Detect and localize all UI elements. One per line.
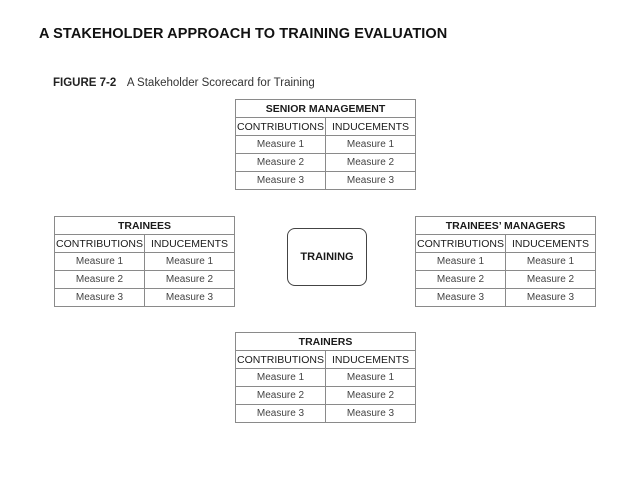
- inducement-measure: Measure 3: [326, 172, 416, 190]
- scorecard-title: TRAINERS: [236, 333, 416, 351]
- column-header-inducements: INDUCEMENTS: [326, 118, 416, 136]
- inducement-measure: Measure 2: [326, 387, 416, 405]
- table-row: [236, 405, 416, 423]
- contribution-measure: Measure 3: [236, 172, 326, 190]
- inducement-measure: Measure 1: [145, 253, 235, 271]
- inducement-measure: Measure 3: [145, 289, 235, 307]
- table-row: [55, 253, 235, 271]
- contribution-measure: Measure 2: [416, 271, 506, 289]
- table-row: [416, 289, 596, 307]
- column-header-contributions: CONTRIBUTIONS: [55, 235, 145, 253]
- table-row: [55, 289, 235, 307]
- slide-title: A STAKEHOLDER APPROACH TO TRAINING EVALUATION: [39, 26, 448, 42]
- table-row: [236, 154, 416, 172]
- contribution-measure: Measure 2: [236, 154, 326, 172]
- figure-caption-text: A Stakeholder Scorecard for Training: [126, 77, 315, 89]
- scorecard-title: TRAINEES’ MANAGERS: [416, 217, 596, 235]
- column-header-inducements: INDUCEMENTS: [145, 235, 235, 253]
- figure-caption: [53, 77, 315, 89]
- inducement-measure: Measure 1: [326, 136, 416, 154]
- scorecard-trainees-managers: [415, 216, 596, 307]
- column-header-inducements: INDUCEMENTS: [506, 235, 596, 253]
- inducement-measure: Measure 3: [326, 405, 416, 423]
- contribution-measure: Measure 2: [55, 271, 145, 289]
- inducement-measure: Measure 2: [506, 271, 596, 289]
- figure-number: FIGURE 7-2: [53, 77, 117, 89]
- contribution-measure: Measure 3: [416, 289, 506, 307]
- training-box: TRAINING: [287, 228, 367, 286]
- column-header-contributions: CONTRIBUTIONS: [236, 351, 326, 369]
- column-header-inducements: INDUCEMENTS: [326, 351, 416, 369]
- contribution-measure: Measure 2: [236, 387, 326, 405]
- inducement-measure: Measure 3: [506, 289, 596, 307]
- column-header-contributions: CONTRIBUTIONS: [416, 235, 506, 253]
- scorecard-trainees: [54, 216, 235, 307]
- scorecard-title: TRAINEES: [55, 217, 235, 235]
- scorecard-trainers: [235, 332, 416, 423]
- table-row: [416, 271, 596, 289]
- table-row: [55, 271, 235, 289]
- scorecard-title: SENIOR MANAGEMENT: [236, 100, 416, 118]
- column-header-contributions: CONTRIBUTIONS: [236, 118, 326, 136]
- scorecard-senior-management: [235, 99, 416, 190]
- contribution-measure: Measure 3: [236, 405, 326, 423]
- inducement-measure: Measure 2: [326, 154, 416, 172]
- inducement-measure: Measure 1: [326, 369, 416, 387]
- contribution-measure: Measure 1: [55, 253, 145, 271]
- table-row: [236, 172, 416, 190]
- contribution-measure: Measure 1: [416, 253, 506, 271]
- contribution-measure: Measure 1: [236, 369, 326, 387]
- contribution-measure: Measure 1: [236, 136, 326, 154]
- inducement-measure: Measure 2: [145, 271, 235, 289]
- inducement-measure: Measure 1: [506, 253, 596, 271]
- contribution-measure: Measure 3: [55, 289, 145, 307]
- table-row: [236, 369, 416, 387]
- table-row: [236, 387, 416, 405]
- table-row: [416, 253, 596, 271]
- table-row: [236, 136, 416, 154]
